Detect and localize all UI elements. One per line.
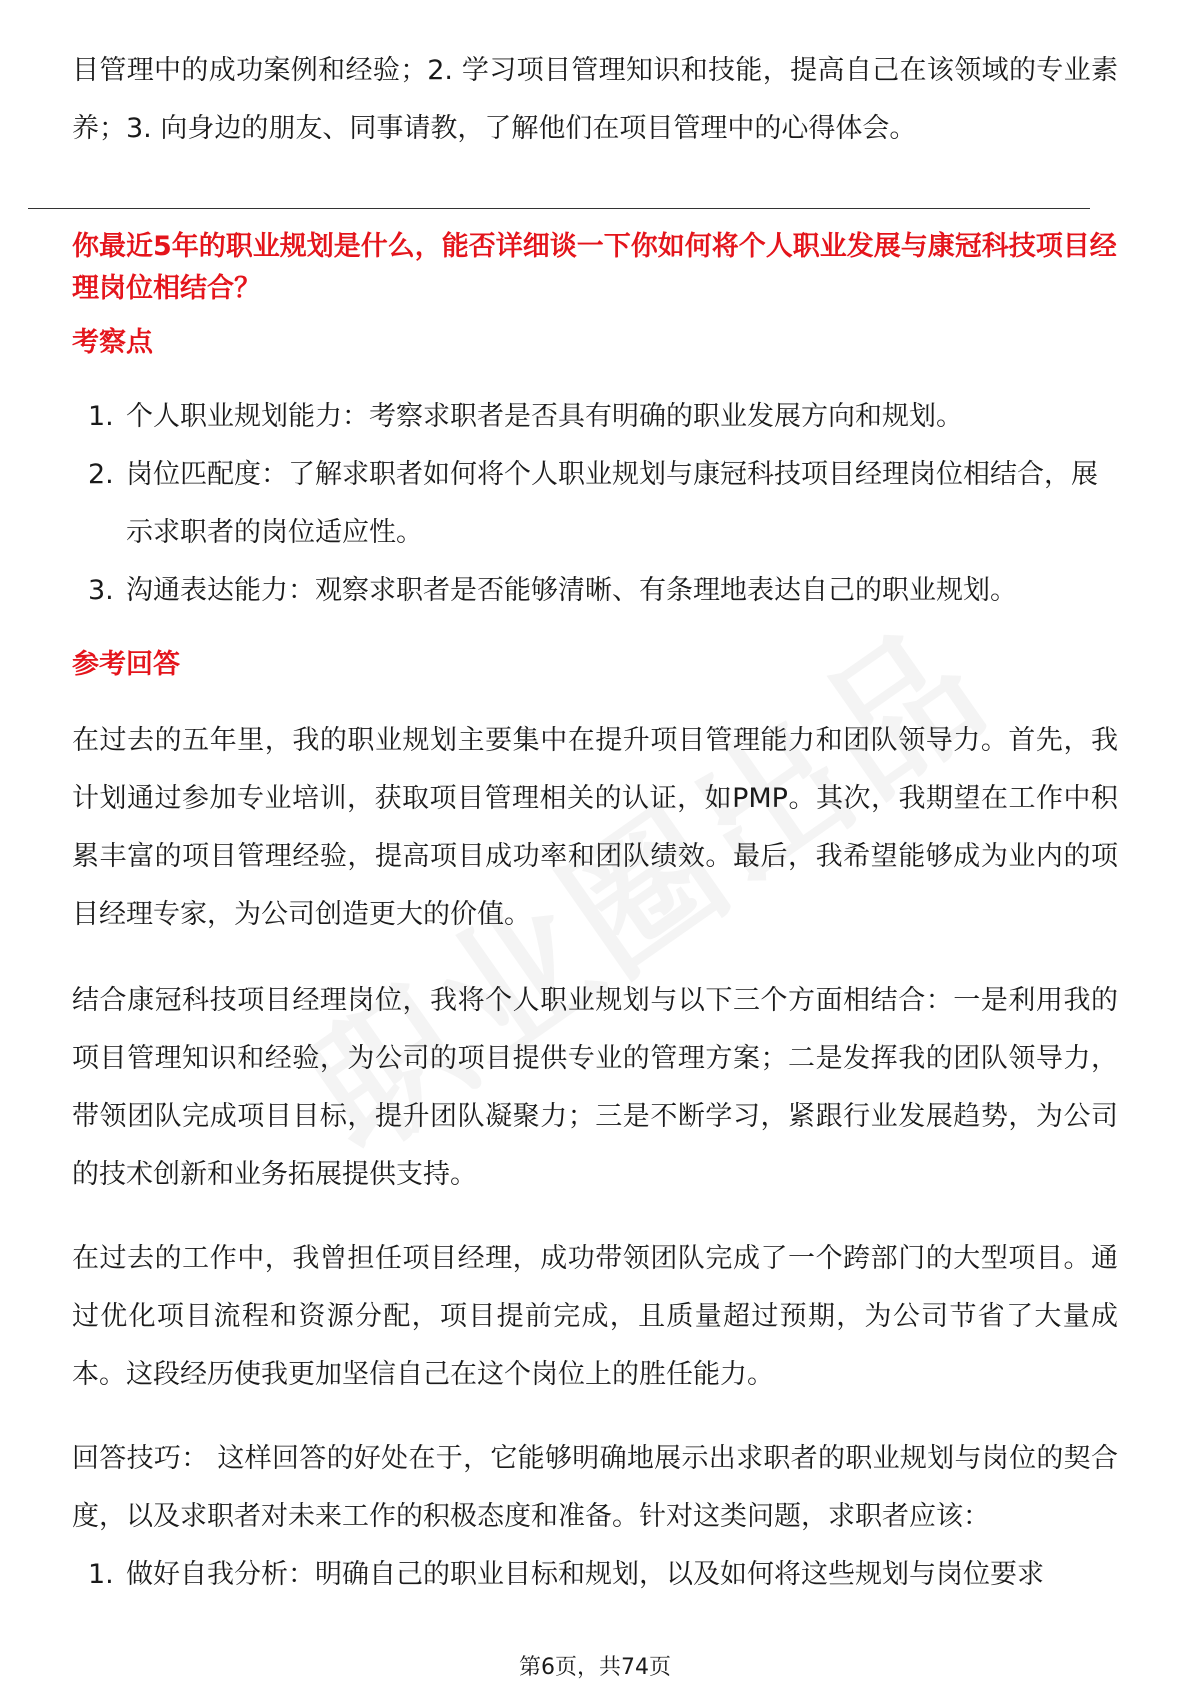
list-number: 1. bbox=[88, 1559, 114, 1590]
list-item-text: 沟通表达能力：观察求职者是否能够清晰、有条理地表达自己的职业规划。 bbox=[126, 575, 1017, 606]
list-item-text: 岗位匹配度：了解求职者如何将个人职业规划与康冠科技项目经理岗位相结合，展示求职者的岗位适应性。 bbox=[126, 459, 1098, 548]
list-item-text: 做好自我分析：明确自己的职业目标和规划，以及如何将这些规划与岗位要求 bbox=[126, 1559, 1044, 1590]
question-heading: 你最近5年的职业规划是什么，能否详细谈一下你如何将个人职业发展与康冠科技项目经理岗位相结合？ bbox=[72, 231, 1117, 304]
list-item-text: 个人职业规划能力：考察求职者是否具有明确的职业发展方向和规划。 bbox=[126, 401, 963, 432]
list-item bbox=[72, 388, 1118, 446]
answer-paragraph: 结合康冠科技项目经理岗位，我将个人职业规划与以下三个方面相结合：一是利用我的项目管理知识和经验，为公司的项目提供专业的管理方案；二是发挥我的团队领导力，带领团队完成项目目标，提升团队凝聚力；三是不断学习，紧跟行业发展趋势，为公司的技术创新和业务拓展提供支持。 bbox=[72, 985, 1118, 1190]
assessment-points-list bbox=[72, 388, 1118, 620]
reference-answer-heading: 参考回答 bbox=[72, 649, 180, 680]
tips-list bbox=[72, 1546, 1118, 1604]
answer-paragraph: 在过去的工作中，我曾担任项目经理，成功带领团队完成了一个跨部门的大型项目。通过优化项目流程和资源分配，项目提前完成，且质量超过预期，为公司节省了大量成本。这段经历使我更加坚信自己在这个岗位上的胜任能力。 bbox=[72, 1243, 1118, 1390]
list-item bbox=[72, 1546, 1118, 1604]
continued-paragraph: 目管理中的成功案例和经验；2. 学习项目管理知识和技能，提高自己在该领域的专业素养；3. 向身边的朋友、同事请教，了解他们在项目管理中的心得体会。 bbox=[72, 55, 1118, 144]
answer-paragraph: 在过去的五年里，我的职业规划主要集中在提升项目管理能力和团队领导力。首先，我计划通过参加专业培训，获取项目管理相关的认证，如PMP。其次，我期望在工作中积累丰富的项目管理经验，提高项目成功率和团队绩效。最后，我希望能够成为业内的项目经理专家，为公司创造更大的价值。 bbox=[72, 725, 1118, 930]
section-divider bbox=[28, 208, 1090, 209]
list-item bbox=[72, 446, 1118, 562]
list-number: 2. bbox=[88, 459, 114, 490]
list-item bbox=[72, 562, 1118, 620]
page-footer: 第6页，共74页 bbox=[519, 1655, 671, 1680]
answer-tips-paragraph: 回答技巧： 这样回答的好处在于，它能够明确地展示出求职者的职业规划与岗位的契合度，以及求职者对未来工作的积极态度和准备。针对这类问题，求职者应该： bbox=[72, 1443, 1118, 1532]
assessment-points-heading: 考察点 bbox=[72, 327, 153, 358]
list-number: 3. bbox=[88, 575, 114, 606]
list-number: 1. bbox=[88, 401, 114, 432]
